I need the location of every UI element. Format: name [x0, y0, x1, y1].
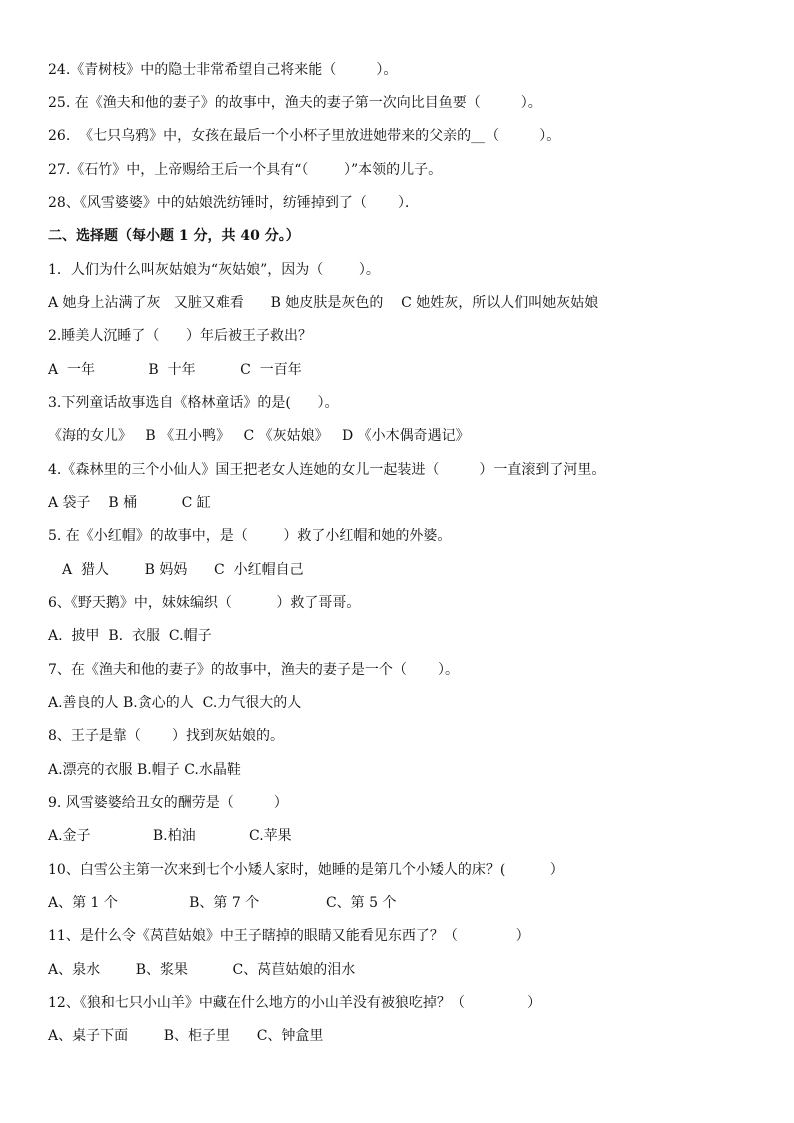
choice-options-3: 《海的女儿》 B 《丑小鸭》 C 《灰姑娘》 D 《小木偶奇遇记》 [48, 428, 470, 444]
choice-question-3: 3.下列童话故事选自《格林童话》的是( ）。 [48, 395, 339, 411]
question-25: 25. 在《渔夫和他的妻子》的故事中，渔夫的妻子第一次向比目鱼要（ ）。 [48, 95, 542, 111]
question-28: 28、《风雪婆婆》中的姑娘洗纺锤时，纺锤掉到了（ ）． [48, 195, 419, 211]
choice-question-5: 5. 在《小红帽》的故事中，是（ ）救了小红帽和她的外婆。 [48, 528, 452, 544]
choice-options-6: A. 披甲 B. 衣服 C.帽子 [48, 628, 212, 644]
choice-options-4: A 袋子 B 桶 C 缸 [48, 495, 211, 511]
choice-options-2: A 一年 B 十年 C 一百年 [48, 362, 302, 378]
choice-question-11: 11、是什么令《莴苣姑娘》中王子瞎掉的眼睛又能看见东西了？（ ） [48, 928, 530, 944]
choice-options-11: A、泉水 B、浆果 C、莴苣姑娘的泪水 [48, 962, 356, 978]
choice-options-12: A、桌子下面 B、柜子里 C、钟盒里 [48, 1028, 324, 1044]
choice-question-1: 1．人们为什么叫灰姑娘为“灰姑娘”，因为（ ）。 [48, 262, 380, 278]
choice-question-9: 9. 风雪婆婆给丑女的酬劳是（ ） [48, 795, 288, 811]
choice-options-7: A.善良的人 B.贪心的人 C.力气很大的人 [48, 695, 302, 711]
choice-question-4: 4.《森林里的三个小仙人》国王把老女人连她的女儿一起装进（ ）一直滚到了河里。 [48, 462, 606, 478]
choice-question-10: 10、白雪公主第一次来到七个小矮人家时，她睡的是第几个小矮人的床？( ） [48, 862, 564, 878]
choice-question-12: 12、《狼和七只小山羊》中藏在什么地方的小山羊没有被狼吃掉？（ ） [48, 995, 542, 1011]
choice-question-8: 8、王子是靠（ ）找到灰姑娘的。 [48, 728, 285, 744]
choice-question-2: 2.睡美人沉睡了（ ）年后被王子救出？ [48, 328, 313, 344]
choice-options-10: A、第 1 个 B、第 7 个 C、第 5 个 [48, 895, 397, 911]
section-title-choice: 二、选择题（每小题 1 分，共 40 分。） [48, 228, 300, 244]
choice-options-9: A.金子 B.柏油 C.苹果 [48, 828, 292, 844]
question-26: 26. 《七只乌鸦》中，女孩在最后一个小杯子里放进她带来的父亲的__（ ）。 [48, 128, 561, 144]
question-27: 27.《石竹》中，上帝赐给王后一个具有“（ ）”本领的儿子。 [48, 162, 443, 178]
choice-options-1: A 她身上沾满了灰 又脏又难看 B 她皮肤是灰色的 C 她姓灰，所以人们叫她灰姑娘 [48, 295, 599, 311]
choice-options-5: A 猎人 B 妈妈 C 小红帽自己 [62, 562, 304, 578]
question-24: 24.《青树枝》中的隐士非常希望自己将来能（ ）。 [48, 62, 398, 78]
choice-question-7: 7、在《渔夫和他的妻子》的故事中，渔夫的妻子是一个（ ）。 [48, 662, 460, 678]
choice-options-8: A.漂亮的衣服 B.帽子 C.水晶鞋 [48, 762, 241, 778]
choice-question-6: 6、《野天鹅》中，妹妹编织（ ）救了哥哥。 [48, 595, 361, 611]
